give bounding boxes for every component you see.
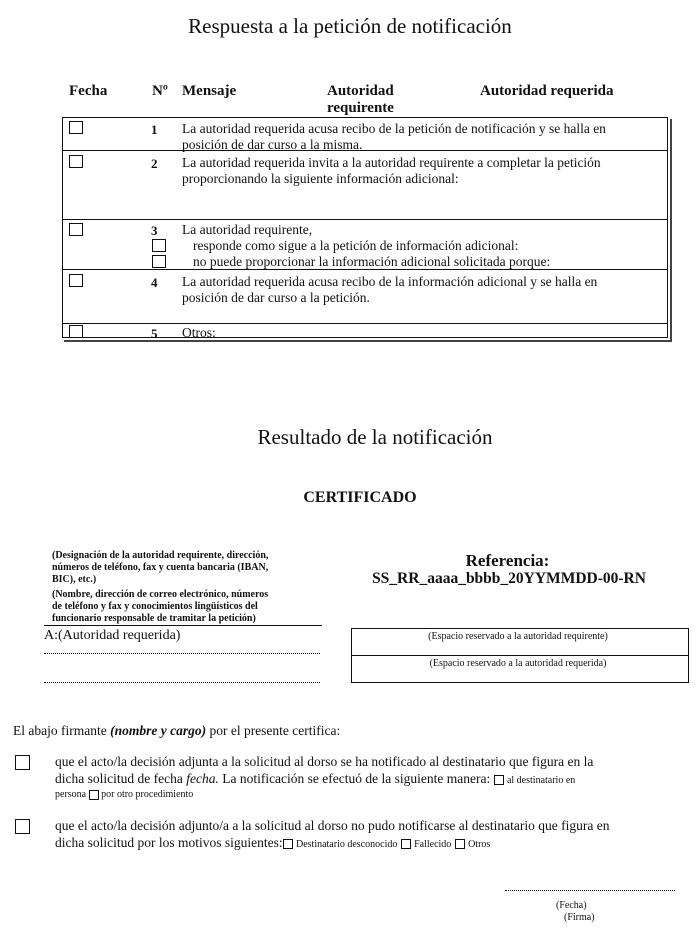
row1-checkbox[interactable] <box>69 121 83 134</box>
row1-text-line1: La autoridad requerida acusa recibo de la petición de notificación y se halla en <box>182 121 606 136</box>
notified-text-line1: que el acto/la decisión adjunta a la solicitud al dorso se ha notificado al destinatario que figura en la <box>55 754 594 769</box>
header-mensaje: Mensaje <box>182 83 237 99</box>
row3-option1-text: responde como sigue a la petición de información adicional: <box>193 238 519 253</box>
address-line-1[interactable] <box>44 653 320 654</box>
in-person-label-line2: persona <box>55 789 87 800</box>
not-notified-text-line1: que el acto/la decisión adjunto/a a la solicitud al dorso no pudo notificarse al destinatario que figura en <box>55 818 610 833</box>
header-autoridad-requirente-2: requirente <box>327 100 394 116</box>
official-info-line2: de teléfono y fax y conocimientos lingüísticos del <box>52 601 258 612</box>
other-reason-label: Otros <box>468 839 491 850</box>
reserved-requested-authority: (Espacio reservado a la autoridad requerida) <box>429 658 607 669</box>
statement-suffix: por el presente certifica: <box>206 723 341 738</box>
row2-text-line2: proporcionando la siguiente información adicional: <box>182 171 459 186</box>
other-reason-checkbox[interactable] <box>455 839 465 849</box>
reference-value: SS_RR_aaaa_bbbb_20YYMMDD-00-RN <box>372 570 646 587</box>
row3-option2-text: no puede proporcionar la información adicional solicitada porque: <box>193 254 551 269</box>
response-title: Respuesta a la petición de notificación <box>188 14 512 38</box>
row5-text: Otros: <box>182 325 216 340</box>
row4-checkbox[interactable] <box>69 274 83 287</box>
requesting-authority-line3: BIC), etc.) <box>52 574 97 585</box>
reserved-requesting-authority: (Espacio reservado a la autoridad requirente) <box>428 631 608 642</box>
row3-text-line1: La autoridad requirente, <box>182 222 313 237</box>
deceased-checkbox[interactable] <box>401 839 411 849</box>
not-notified-text-line2 <box>55 834 490 854</box>
header-autoridad-requirente-1: Autoridad <box>327 83 394 99</box>
header-fecha: Fecha <box>69 83 108 99</box>
row5-checkbox[interactable] <box>69 325 83 338</box>
unknown-recipient-checkbox[interactable] <box>283 839 293 849</box>
row3-checkbox[interactable] <box>69 223 83 236</box>
row5-number: 5 <box>151 326 158 341</box>
header-num: Nº <box>152 83 168 99</box>
signature-line[interactable] <box>505 890 675 891</box>
row3-option1-checkbox[interactable] <box>152 239 166 252</box>
unknown-recipient-label: Destinatario desconocido <box>295 839 398 850</box>
not-notified-checkbox[interactable] <box>15 819 30 834</box>
row1-number: 1 <box>151 122 158 137</box>
requesting-authority-line1: (Designación de la autoridad requirente, dirección, <box>52 550 269 561</box>
row4-text-line2: posición de dar curso a la petición. <box>182 290 370 305</box>
certificate-heading: CERTIFICADO <box>303 489 417 506</box>
row3-option2-checkbox[interactable] <box>152 255 166 268</box>
address-line-2[interactable] <box>44 682 320 683</box>
notified-date-prefix: dicha solicitud de fecha <box>55 771 187 786</box>
result-title: Resultado de la notificación <box>257 425 493 449</box>
row3-number: 3 <box>151 223 158 238</box>
notified-checkbox[interactable] <box>15 755 30 770</box>
notified-method-text: La notificación se efectuó de la siguiente manera: <box>218 771 494 786</box>
date-label: (Fecha) <box>556 900 587 911</box>
signature-label: (Firma) <box>564 912 595 923</box>
official-info-line3: funcionario responsable de tramitar la petición) <box>52 613 256 624</box>
notified-date-placeholder: fecha. <box>186 771 219 786</box>
other-procedure-label: por otro procedimiento <box>101 789 194 800</box>
name-and-title-placeholder: (nombre y cargo) <box>110 723 207 738</box>
header-autoridad-requerida: Autoridad requerida <box>480 83 614 99</box>
not-notified-reasons-text: dicha solicitud por los motivos siguientes: <box>55 835 283 850</box>
in-person-checkbox[interactable] <box>494 775 504 785</box>
signatory-statement <box>13 722 340 740</box>
statement-prefix: El abajo firmante <box>13 723 111 738</box>
official-info-line1: (Nombre, dirección de correo electrónico, números <box>52 589 269 600</box>
in-person-label-line1: al destinatario en <box>506 775 576 786</box>
recipient-authority-label: A:(Autoridad requerida) <box>44 628 181 643</box>
deceased-label: Fallecido <box>414 839 452 850</box>
other-procedure-checkbox[interactable] <box>89 790 99 800</box>
requesting-authority-line2: números de teléfono, fax y cuenta bancaria (IBAN, <box>52 562 269 573</box>
reference-label: Referencia: <box>465 551 550 570</box>
row2-text-line1: La autoridad requerida invita a la autoridad requirente a completar la petición <box>182 155 601 170</box>
notified-text-line3 <box>55 789 193 800</box>
row1-text-line2: posición de dar curso a la misma. <box>182 137 363 152</box>
row2-number: 2 <box>151 156 158 171</box>
row4-number: 4 <box>151 275 158 290</box>
notified-text-line2 <box>55 770 575 790</box>
row4-text-line1: La autoridad requerida acusa recibo de la información adicional y se halla en <box>182 274 598 289</box>
row2-checkbox[interactable] <box>69 155 83 168</box>
